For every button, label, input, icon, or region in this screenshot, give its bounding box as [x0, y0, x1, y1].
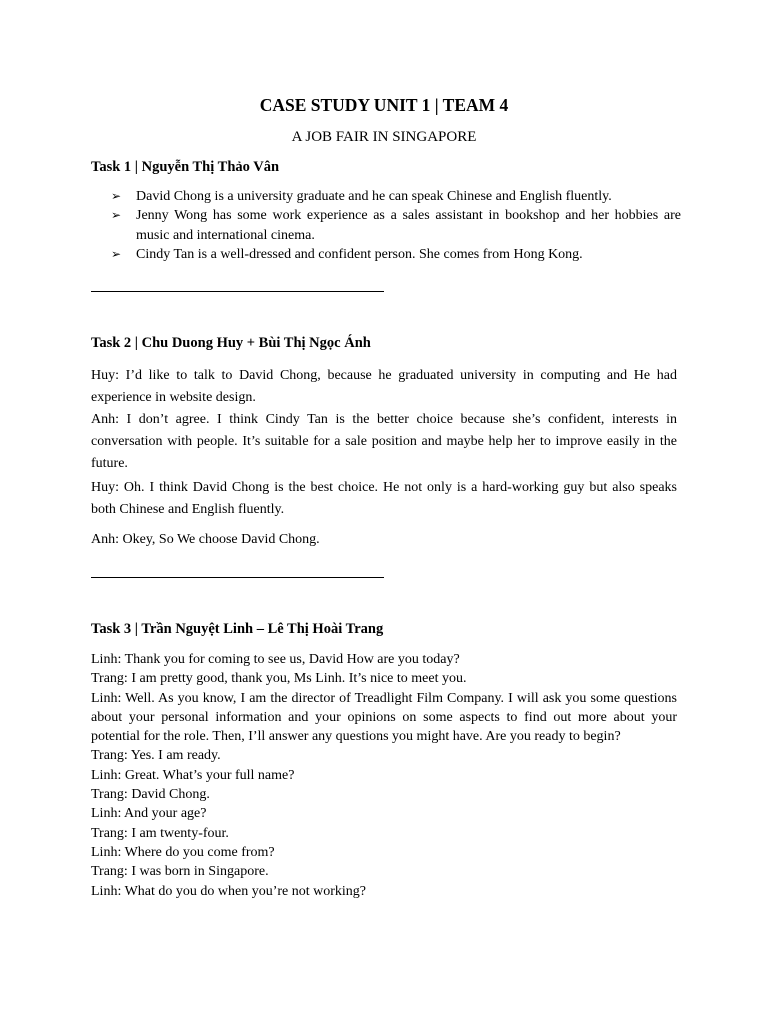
list-item	[91, 245, 681, 264]
task1-bullet-list	[91, 187, 681, 265]
arrow-bullet-icon: ➢	[111, 247, 122, 262]
dialogue-line: Linh: And your age?	[91, 806, 207, 822]
dialogue-line: Linh: What do you do when you’re not working?	[91, 883, 367, 899]
document-subtitle: A JOB FAIR IN SINGAPORE	[291, 129, 477, 145]
section-divider	[91, 291, 384, 292]
dialogue-line: Linh: Thank you for coming to see us, David How are you today?	[91, 652, 460, 667]
dialogue-line: Trang: David Chong.	[91, 787, 210, 803]
bullet-text: Cindy Tan is a well-dressed and confident person. She comes from Hong Kong.	[136, 247, 583, 263]
bullet-text: David Chong is a university graduate and he can speak Chinese and English fluently.	[136, 189, 612, 204]
task3-heading: Task 3 | Trần Nguyệt Linh – Lê Thị Hoài Trang	[91, 621, 384, 637]
dialogue-line: Trang: I was born in Singapore.	[91, 864, 269, 880]
dialogue-line: Linh: Well. As you know, I am the director of Treadlight Film Company. I will ask you some questions about your personal information and your opinions on some aspects to find out more about your potential for the role. Then, I’ll answer any questions you might have. Are you ready to begin?	[91, 690, 677, 745]
list-item	[91, 206, 681, 245]
task1-heading: Task 1 | Nguyễn Thị Thảo Vân	[91, 159, 280, 175]
task3-dialogue	[91, 650, 677, 901]
arrow-bullet-icon: ➢	[111, 208, 122, 223]
dialogue-line: Linh: Great. What’s your full name?	[91, 767, 295, 783]
dialogue-line: Trang: I am twenty-four.	[91, 825, 229, 841]
bullet-text: Jenny Wong has some work experience as a sales assistant in bookshop and her hobbies are music and international cinema.	[136, 208, 681, 243]
list-item	[91, 187, 681, 206]
dialogue-line: Trang: Yes. I am ready.	[91, 748, 221, 764]
document-title: CASE STUDY UNIT 1 | TEAM 4	[259, 95, 509, 115]
dialogue-line: Linh: Where do you come from?	[91, 844, 275, 860]
task2-paragraph: Huy: Oh. I think David Chong is the best choice. He not only is a hard-working guy but also speaks both Chinese and English fluently.	[91, 480, 677, 517]
section-divider	[91, 577, 384, 578]
task2-paragraph: Anh: Okey, So We choose David Chong.	[91, 532, 320, 547]
task2-heading: Task 2 | Chu Duong Huy + Bùi Thị Ngọc Ánh	[91, 335, 371, 351]
task2-paragraph: Huy: I’d like to talk to David Chong, because he graduated university in computing and He had experience in website design.	[91, 368, 677, 405]
arrow-bullet-icon: ➢	[111, 189, 122, 203]
task2-paragraph: Anh: I don’t agree. I think Cindy Tan is the better choice because she’s confident, interests in conversation with people. It’s suitable for a sale position and maybe help her to improve easily in the future.	[91, 412, 677, 471]
dialogue-line: Trang: I am pretty good, thank you, Ms Linh. It’s nice to meet you.	[91, 671, 467, 687]
